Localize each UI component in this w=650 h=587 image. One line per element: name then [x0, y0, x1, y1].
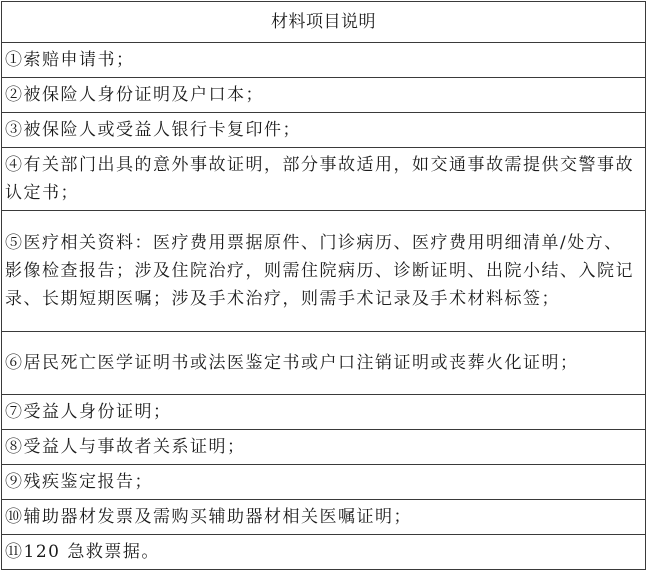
item-claim-application: ①索赔申请书；	[2, 43, 646, 78]
item-medical-documents: ⑤医疗相关资料：医疗费用票据原件、门诊病历、医疗费用明细清单/处方、影像检查报告；涉及住院治疗，则需住院病历、诊断证明、出院小结、入院记录、长期短期医嘱；涉及手术治疗，则需手术记录及手术材料标签；	[2, 211, 646, 332]
table-row	[2, 465, 646, 500]
item-beneficiary-id: ⑦受益人身份证明；	[2, 395, 646, 430]
table-row	[2, 43, 646, 78]
table-row	[2, 430, 646, 465]
item-disability-report: ⑨残疾鉴定报告；	[2, 465, 646, 500]
item-accident-certificate: ④有关部门出具的意外事故证明，部分事故适用，如交通事故需提供交警事故认定书；	[2, 148, 646, 211]
table-row	[2, 78, 646, 113]
table-row	[2, 211, 646, 332]
materials-table	[1, 1, 646, 570]
table-row	[2, 535, 646, 570]
table-header-row	[2, 2, 646, 43]
table-row	[2, 395, 646, 430]
item-insured-id-hukou: ②被保险人身份证明及户口本；	[2, 78, 646, 113]
table-row	[2, 332, 646, 395]
item-relationship-proof: ⑧受益人与事故者关系证明；	[2, 430, 646, 465]
table-row	[2, 500, 646, 535]
table-title: 材料项目说明	[2, 2, 646, 43]
item-death-certificate: ⑥居民死亡医学证明书或法医鉴定书或户口注销证明或丧葬火化证明；	[2, 332, 646, 395]
table-row	[2, 113, 646, 148]
table-row	[2, 148, 646, 211]
item-assistive-device-invoice: ⑩辅助器材发票及需购买辅助器材相关医嘱证明；	[2, 500, 646, 535]
item-emergency-receipt: ⑪120 急救票据。	[2, 535, 646, 570]
item-bank-card-copy: ③被保险人或受益人银行卡复印件；	[2, 113, 646, 148]
